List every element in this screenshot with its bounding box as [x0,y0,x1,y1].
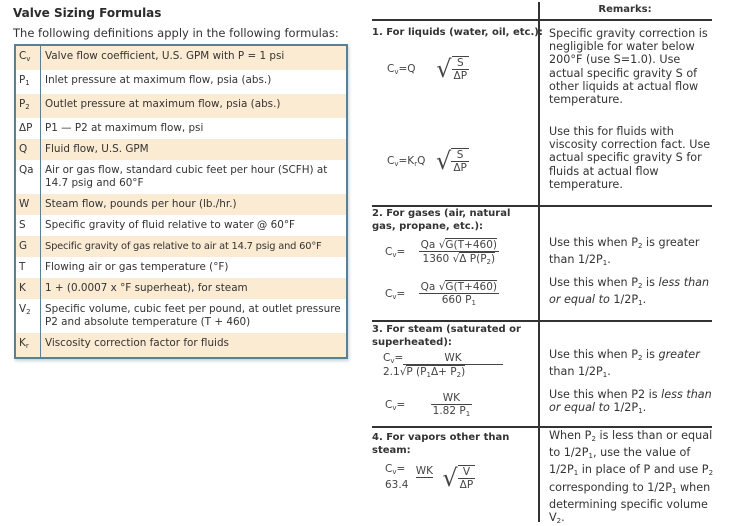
definition-row [16,299,346,333]
definition-symbol: $C_v$ [16,46,41,70]
definition-row [16,118,346,139]
definition-description: Flowing air or gas temperature (°F) [45,261,229,273]
formula-gases-1: $C_v=$ $\frac{Qa √G(T+460)}{1360 √\Delta P(P_2)}$ [385,239,497,266]
definition-description: Specific volume, cubic feet per pound, at outlet pressure P2 and absolute temperature (T + 460) [45,303,341,328]
section-title-liquids: 1. For liquids (water, oil, etc.): [372,27,543,38]
definition-description: Specific gravity of fluid relative to water @ 60°F [45,219,295,231]
page-title: Valve Sizing Formulas [13,6,162,20]
definition-symbol: T [16,257,41,278]
definition-symbol: $K_r$ [16,333,41,357]
row-divider [372,426,712,428]
definition-symbol: W [16,194,41,215]
remarks-header: Remarks: [598,4,652,15]
remark-viscous-liquids: Use this for fluids with viscosity correction fact. Use actual specific gravity S for fluids at actual flow temperature. [549,125,711,191]
section-title-steam: 3. For steam (saturated or superheated): [372,324,521,348]
definitions-table [14,44,348,359]
remark-gases-1: Use this when $P_2$ is greater than $1/2P_1$. [549,236,700,268]
definition-row [16,215,346,236]
row-divider [372,320,712,322]
definition-symbol: G [16,236,41,257]
definition-symbol: $V_2$ [16,299,41,333]
remark-steam-2: Use this when P2 is less than or equal to $1/2P_1$. [549,388,712,416]
definition-description: Specific gravity of gas relative to air at 14.7 psig and 60°F [45,241,322,252]
section-title-gases: 2. For gases (air, natural gas, propane, etc.): [372,208,511,232]
definition-description: Air or gas flow, standard cubic feet per hour (SCFH) at 14.7 psig and 60°F [45,164,328,189]
definition-row [16,236,346,257]
definition-symbol: Q [16,139,41,160]
intro-text: The following definitions apply in the following formulas: [13,26,339,40]
definition-row [16,194,346,215]
definition-description: P1 — P2 at maximum flow, psi [45,122,204,134]
definition-row [16,160,346,194]
definition-description: Steam flow, pounds per hour (lb./hr.) [45,198,237,210]
definition-symbol: Qa [16,160,41,194]
definition-description: Outlet pressure at maximum flow, psia (abs.) [45,98,281,110]
definition-row [16,70,346,94]
definition-symbol: ΔP [16,118,41,139]
sqrt-icon: √ [442,463,458,492]
row-divider [372,205,712,207]
remark-vapors: When $P_2$ is less than or equal to $1/2P_1$, use the value of $1/2P_1$ in place of P and use $P_2$ corresponding to $1/2P_1$ when determining specific volume $V_2$. [549,429,714,526]
definition-description: Valve flow coefficient, U.S. GPM with P = 1 psi [45,50,285,62]
definition-row [16,333,346,357]
definition-description: Viscosity correction factor for fluids [45,337,229,349]
sqrt-icon: √ [436,147,452,175]
definition-symbol: $P_1$ [16,70,41,94]
formula-viscous-liquids: $C_v=K_rQ$ √ $\frac{S}{\Delta P}$ [387,147,467,175]
definition-row [16,46,346,70]
definition-symbol: $P_2$ [16,94,41,118]
definition-description: Fluid flow, U.S. GPM [45,143,149,155]
section-title-vapors: 4. For vapors other than steam: [372,432,510,456]
definition-symbol: S [16,215,41,236]
definition-row [16,257,346,278]
remark-steam-1: Use this when $P_2$ is greater than $1/2P_1$. [549,348,700,380]
remark-liquids: Specific gravity correction is negligible for water below 200°F (use S=1.0). Use actual specific gravity S of other liquids at actual flow temperature. [549,27,708,107]
remark-gases-2: Use this when $P_2$ is less than or equal to $1/2P_1$. [549,276,710,308]
definition-row [16,278,346,299]
formula-steam-2: $C_v=$ $\frac{WK}{1.82 P_1}$ [385,392,471,418]
formula-liquids: $C_v=Q$ √ $\frac{S}{\Delta P}$ [387,55,468,83]
definition-symbol: K [16,278,41,299]
definition-description: Inlet pressure at maximum flow, psia (abs.) [45,74,272,86]
definition-row [16,139,346,160]
definition-row [16,94,346,118]
formula-gases-2: $C_v=$ $\frac{Qa √G(T+460)}{660 P_1}$ [385,281,497,307]
formula-vapors: $C_v=$ 63.4 WK √ $\frac{V}{\Delta P}$ [385,463,474,492]
row-divider [372,19,712,21]
formula-steam-1: $C_v=$ WK 2.1√P $(P_1\Delta+ P_2)$ [383,352,403,365]
sqrt-icon: √ [436,55,452,83]
column-divider [538,2,540,522]
definition-description: 1 + (0.0007 x °F superheat), for steam [45,282,248,294]
